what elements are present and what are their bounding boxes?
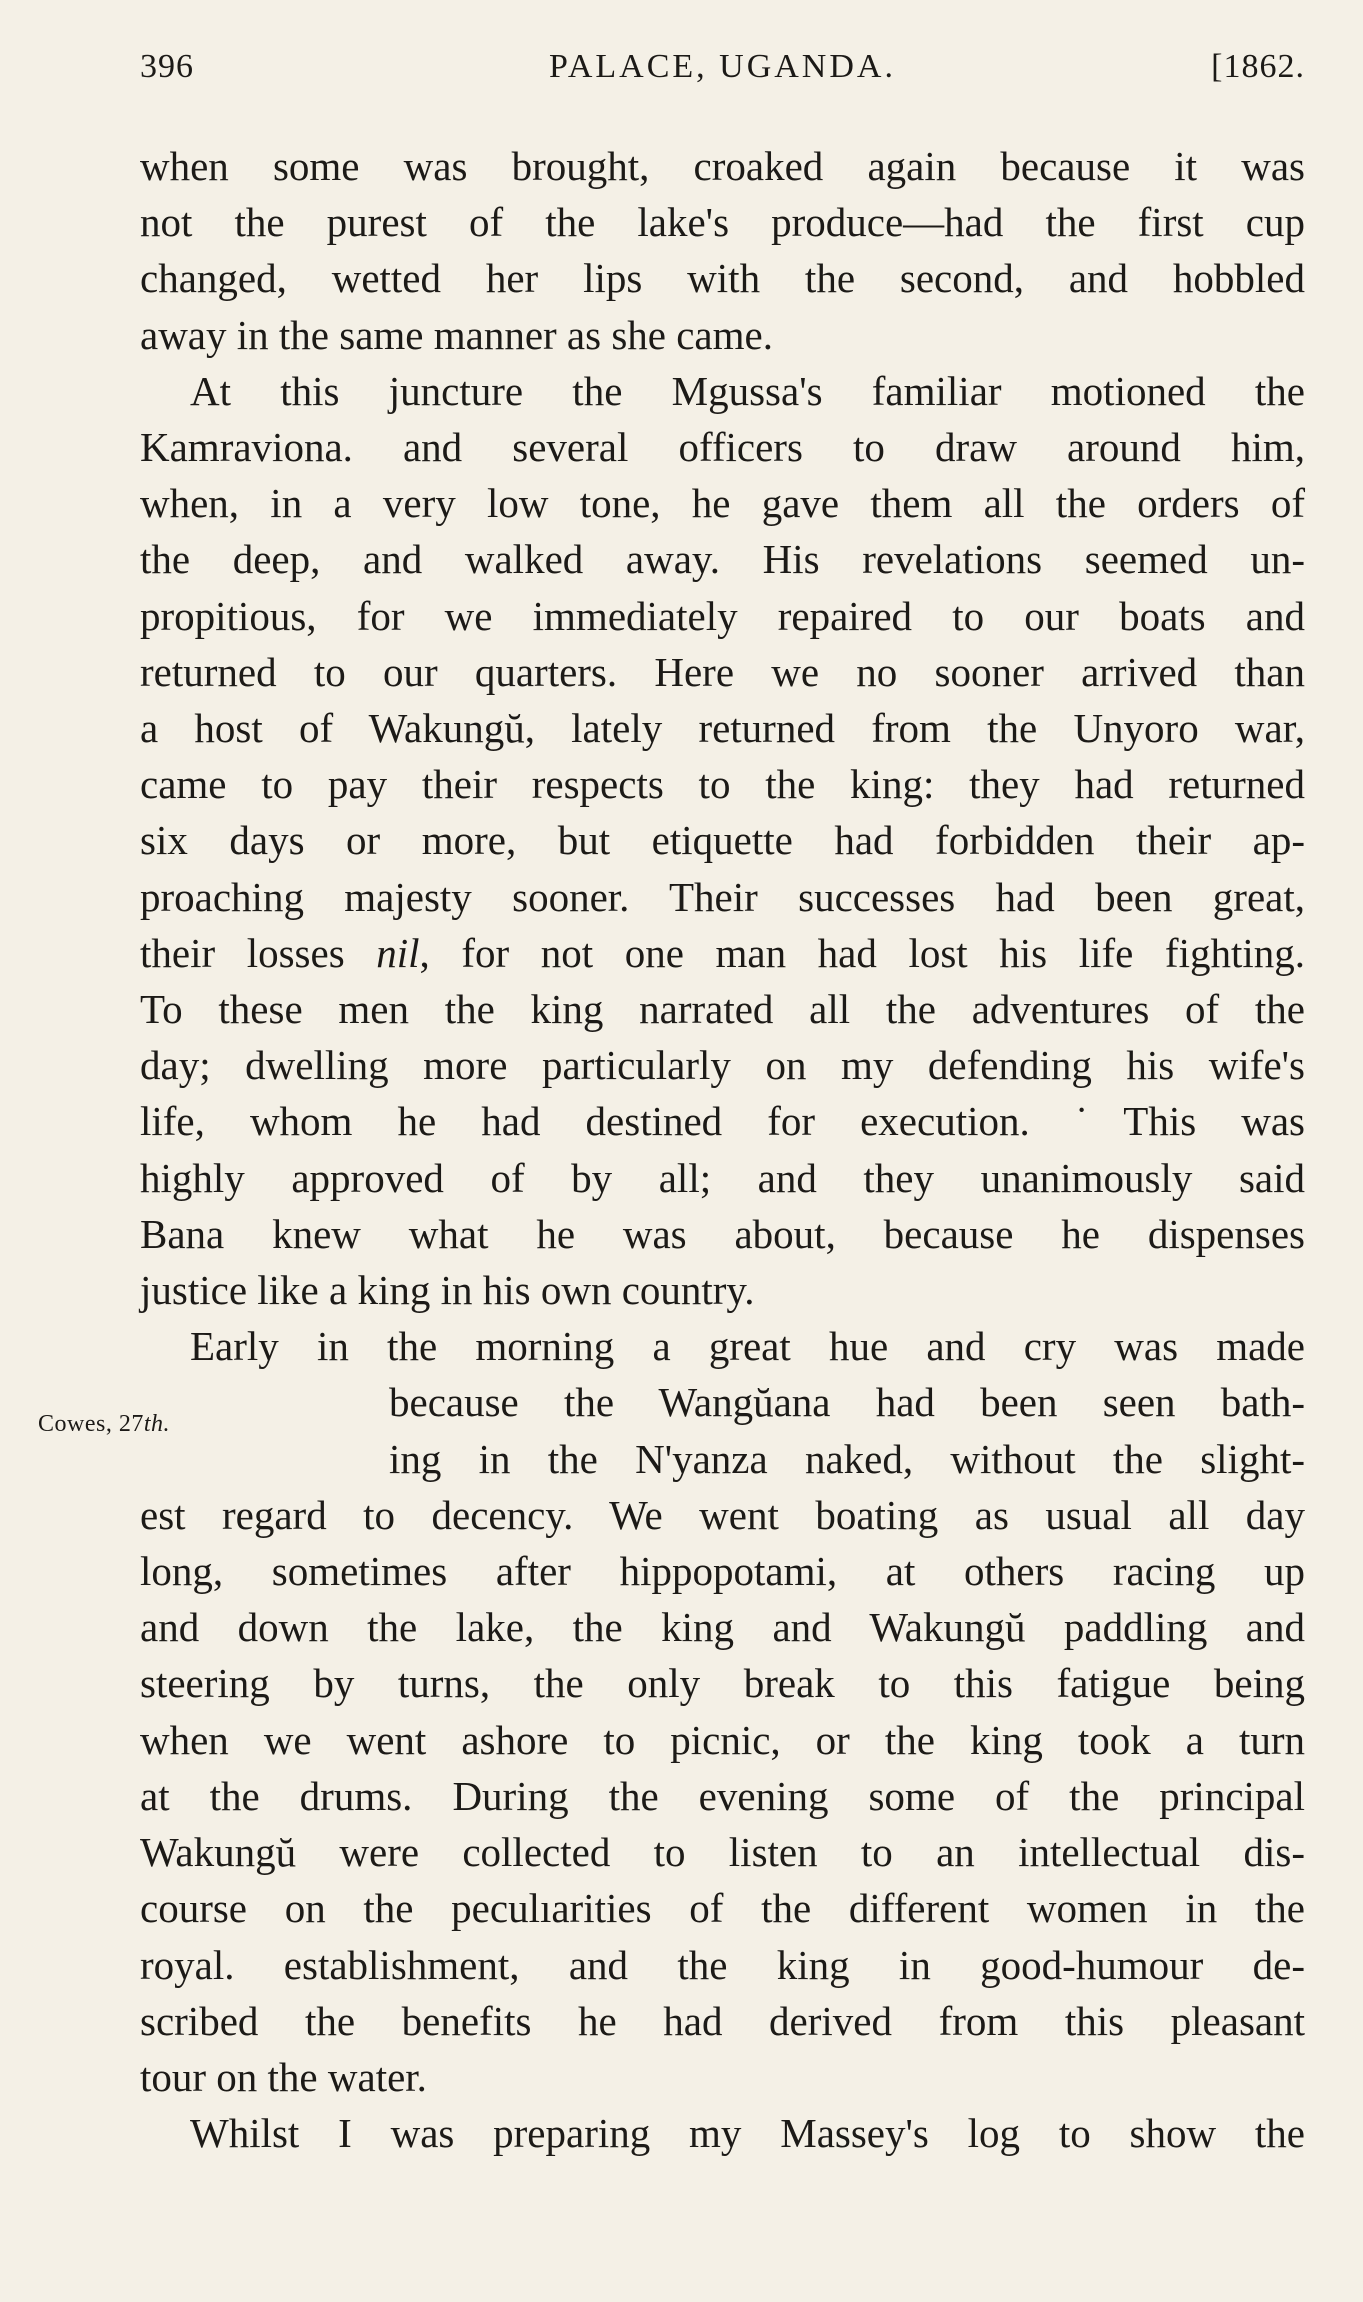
text-line: long, sometimes after hippopotami, at others racing up — [140, 1548, 1305, 1595]
text-line: when we went ashore to picnic, or the king took a turn — [140, 1716, 1305, 1763]
text-line: royal. establishment, and the king in good-humour de- — [140, 1941, 1305, 1988]
margin-note — [38, 1396, 170, 1452]
text-line: course on the peculıarities of the different women in the — [140, 1885, 1305, 1932]
text-line: because the Wangŭana had been seen bath- — [389, 1379, 1305, 1426]
text-line: At this juncture the Mgussa's familiar motioned the — [190, 367, 1305, 414]
text-line: scribed the benefits he had derived from this pleasant — [140, 1997, 1305, 2044]
text-line: Early in the morning a great hue and cry was made — [190, 1323, 1305, 1370]
paragraph-2 — [140, 363, 1305, 1318]
text-line: at the drums. During the evening some of the principal — [140, 1772, 1305, 1819]
text-line: Whilst I was preparing my Massey's log to show the — [190, 2110, 1305, 2157]
text-line: proaching majesty sooner. Their successes had been great, — [140, 873, 1305, 920]
paragraph-3 — [38, 1318, 1305, 2105]
margin-note-place: Cowes, 27 — [38, 1411, 144, 1438]
text-line: Wakungŭ were collected to listen to an intellectual dis- — [140, 1829, 1305, 1876]
page-number: 396 — [140, 48, 194, 85]
page-header — [140, 48, 1305, 98]
paragraph-1 — [140, 138, 1305, 363]
text-line: tour on the water. — [140, 2053, 427, 2100]
text-line: when some was brought, croaked again because it was — [140, 143, 1305, 189]
running-title: PALACE, UGANDA. — [549, 48, 896, 85]
text-line: and down the lake, the king and Wakungŭ paddling and — [140, 1604, 1305, 1651]
text-line: came to pay their respects to the king: they had returned — [140, 761, 1305, 808]
text-line: To these men the king narrated all the adventures of the — [140, 986, 1305, 1033]
text-line: when, in a very low tone, he gave them all the orders of — [140, 480, 1305, 527]
text-line: changed, wetted her lips with the second, and hobbled — [140, 255, 1305, 302]
text-line: est regard to decency. We went boating as usual all day — [140, 1491, 1305, 1538]
text-line: away in the same manner as she came. — [140, 311, 773, 358]
paragraph-4 — [140, 2105, 1305, 2161]
text-line: day; dwelling more particularly on my defending his wife's — [140, 1042, 1305, 1089]
text-line: six days or more, but etiquette had forbidden their ap- — [140, 817, 1305, 864]
text-line: highly approved of by all; and they unanimously said — [140, 1154, 1305, 1201]
text-line: returned to our quarters. Here we no sooner arrived than — [140, 648, 1305, 695]
text-line: a host of Wakungŭ, lately returned from the Unyoro war, — [140, 705, 1305, 752]
text-fragment: , for not one man had lost his life fighting. — [419, 929, 1305, 976]
text-line: propitious, for we immediately repaired to our boats and — [140, 592, 1305, 639]
text-fragment: their losses — [140, 929, 377, 976]
text-line: the deep, and walked away. His revelations seemed un- — [140, 536, 1305, 583]
text-line — [140, 925, 1305, 981]
text-line: justice like a king in his own country. — [140, 1267, 755, 1314]
text-line: ing in the N'yanza naked, without the slight- — [389, 1435, 1305, 1482]
text-line: steering by turns, the only break to this fatigue being — [140, 1660, 1305, 1707]
text-line: Kamraviona. and several officers to draw around him, — [140, 424, 1305, 471]
text-line: not the purest of the lake's produce—had the first cup — [140, 199, 1305, 246]
italic-word: nil — [376, 929, 420, 976]
text-line: life, whom he had destined for execution. ˙This was — [140, 1098, 1305, 1145]
body-text — [38, 138, 1305, 2161]
header-year: [1862. — [1211, 48, 1305, 85]
sidenote-block — [38, 1374, 1305, 1486]
margin-note-suffix: th. — [143, 1411, 171, 1438]
text-line: Bana knew what he was about, because he dispenses — [140, 1210, 1305, 1257]
